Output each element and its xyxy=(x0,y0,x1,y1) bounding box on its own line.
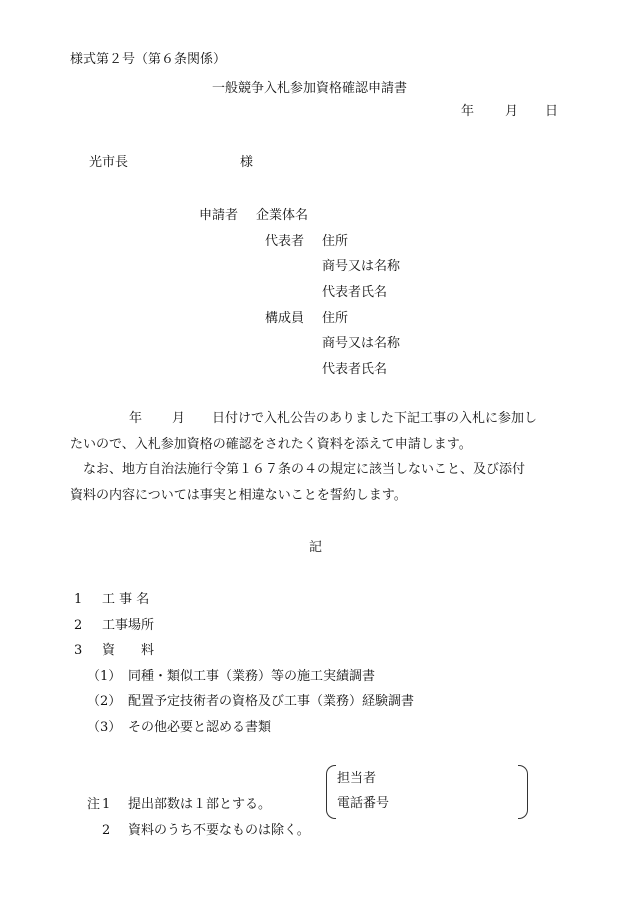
sub-item-label: その他必要と認める書類 xyxy=(128,720,272,735)
date-year-label: 年 xyxy=(461,104,475,119)
body-year-label: 年 xyxy=(129,411,143,426)
representative-rep-name-label: 代表者氏名 xyxy=(322,285,388,300)
ki-heading: 記 xyxy=(309,540,323,555)
item-label: 資 料 xyxy=(102,643,155,658)
note-number: 1 xyxy=(102,797,111,812)
date-month-label: 月 xyxy=(505,104,519,119)
sub-item-number: （2） xyxy=(87,694,122,709)
form-number: 様式第２号（第６条関係） xyxy=(70,52,227,67)
member-role: 構成員 xyxy=(265,311,305,326)
representative-address-label: 住所 xyxy=(322,234,349,249)
addressee-name: 光市長 xyxy=(89,155,129,170)
body-month-label: 月 xyxy=(172,411,186,426)
member-trade-name-label: 商号又は名称 xyxy=(322,336,401,351)
item-label: 工 事 名 xyxy=(102,592,150,607)
sub-item-label: 同種・類似工事（業務）等の施工実績調書 xyxy=(128,669,376,684)
addressee-honorific: 様 xyxy=(240,155,254,170)
body-paragraph1-line1: 日付けで入札公告のありました下記工事の入札に参加し xyxy=(212,411,538,426)
date-day-label: 日 xyxy=(545,104,559,119)
contact-bracket-right xyxy=(518,765,528,819)
item-number: 3 xyxy=(74,643,83,658)
contact-person-label: 担当者 xyxy=(337,771,377,786)
applicant-label: 申請者 xyxy=(199,208,239,223)
sub-item-number: （1） xyxy=(87,669,122,684)
member-rep-name-label: 代表者氏名 xyxy=(322,362,388,377)
item-label: 工事場所 xyxy=(102,618,155,633)
representative-trade-name-label: 商号又は名称 xyxy=(322,259,401,274)
contact-bracket-left xyxy=(326,765,336,819)
body-paragraph2-line1: なお、地方自治法施行令第１６７条の４の規定に該当しないこと、及び添付 xyxy=(83,462,526,477)
contact-phone-label: 電話番号 xyxy=(337,796,390,811)
note-number: 2 xyxy=(102,823,111,838)
note-text: 資料のうち不要なものは除く。 xyxy=(128,823,310,838)
document-title: 一般競争入札参加資格確認申請書 xyxy=(212,81,408,96)
sub-item-label: 配置予定技術者の資格及び工事（業務）経験調書 xyxy=(128,694,415,709)
item-number: 1 xyxy=(74,592,83,607)
item-number: 2 xyxy=(74,618,83,633)
body-paragraph1-line2: たいので、入札参加資格の確認をされたく資料を添えて申請します。 xyxy=(70,437,472,452)
notes-heading: 注 xyxy=(87,797,101,812)
body-paragraph2-line2: 資料の内容については事実と相違ないことを誓約します。 xyxy=(70,488,407,503)
representative-role: 代表者 xyxy=(265,234,305,249)
note-text: 提出部数は１部とする。 xyxy=(128,797,272,812)
entity-name-label: 企業体名 xyxy=(256,208,309,223)
sub-item-number: （3） xyxy=(87,720,122,735)
member-address-label: 住所 xyxy=(322,311,349,326)
